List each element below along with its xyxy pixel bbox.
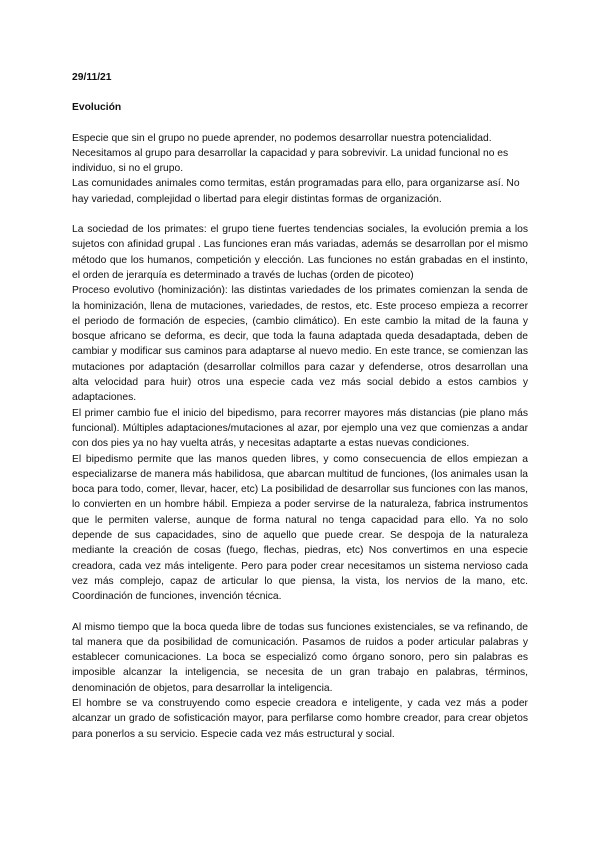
paragraph-8: El hombre se va construyendo como especie creadora e inteligente, y cada vez más a poder alcanzar un grado de sofisticación mayor, para perfilarse como hombre creador, para crear objetos para ponerlos a su servicio. Especie cada vez más estructural y social. [72, 697, 528, 740]
document-body [72, 70, 528, 742]
paragraph-3: La sociedad de los primates: el grupo tiene fuertes tendencias sociales, la evolución premia a los sujetos con afinidad grupal . Las funciones eran más variadas, además se desarrollan por el mismo método que los humanos, competición y elección. Las funciones no están grabadas en el instinto, el orden de jerarquía es determinado a través de luchas (orden de picoteo) [72, 224, 528, 281]
paragraph-7: Al mismo tiempo que la boca queda libre de todas sus funciones existenciales, se va refinando, de tal manera que da posibilidad de comunicación. Pasamos de ruidos a poder articular palabras y establecer comunicaciones. La boca se especializó como órgano sonoro, pero sin palabras es imposible alcanzar la inteligencia, se necesita de un gran trabajo en palabras, términos, denominación de objetos, para desarrollar la inteligencia. [72, 621, 528, 694]
paragraph-1: Especie que sin el grupo no puede aprender, no podemos desarrollar nuestra potencialidad. Necesitamos al grupo para desarrollar la capacidad y para sobrevivir. La unidad funcional no es individuo, si no el grupo. [72, 132, 509, 175]
document-title: Evolución [72, 102, 122, 114]
paragraph-2: Las comunidades animales como termitas, están programadas para ello, para organizarse así. No hay variedad, complejidad o libertad para elegir distintas formas de organización. [72, 178, 520, 205]
paragraph-4: Proceso evolutivo (hominización): las distintas variedades de los primates comienzan la senda de la hominización, llena de mutaciones, variedades, de restos, etc. Este proceso empieza a recorrer el periodo de formación de especies, (cambio climático). En este cambio la mitad de la fauna y bosque africano se deforma, es decir, que toda la fauna adaptada queda desadaptada, deben de cambiar y modificar sus caminos para adaptarse al nuevo medio. En este trance, se comienzan las mutaciones por adaptación (desarrollar colmillos para cazar y defenderse, otros desarrollan una alta velocidad para huir) otros una especie cada vez más social debido a estos cambios y adaptaciones. [72, 285, 528, 404]
paragraph-5: El primer cambio fue el inicio del bipedismo, para recorrer mayores más distancias (pie plano más funcional). Múltiples adaptaciones/mutaciones al azar, por ejemplo una vez que comienzas a andar con dos pies ya no hay vuelta atrás, y necesitas adaptarte a estas nuevas condiciones. [72, 407, 528, 450]
paragraph-gap [72, 207, 528, 222]
paragraph-gap [72, 605, 528, 620]
paragraph-6: El bipedismo permite que las manos queden libres, y como consecuencia de ellos empiezan a especializarse de manera más habilidosa, que abarcan multitud de funciones, (los animales usan la boca para todo, comer, llevar, hacer, etc) La posibilidad de desarrollar sus funciones con las manos, lo convierten en un hombre hábil. Empieza a poder servirse de la naturaleza, fabrica instrumentos que le permiten valerse, aunque de forma natural no tenga capacidad para ello. Ya no solo depende de sus capacidades, sino de aquello que puede crear. Se despoja de la naturaleza mediante la creación de cosas (fuego, flechas, piedras, etc) Nos convertimos en una especie creadora, cada vez más inteligente. Pero para poder crear necesitamos un sistema nervioso cada vez más complejo, capaz de articular lo que piensa, la vista, los nervios de la mano, etc. Coordinación de funciones, invención técnica. [72, 453, 528, 603]
document-date: 29/11/21 [72, 72, 112, 83]
